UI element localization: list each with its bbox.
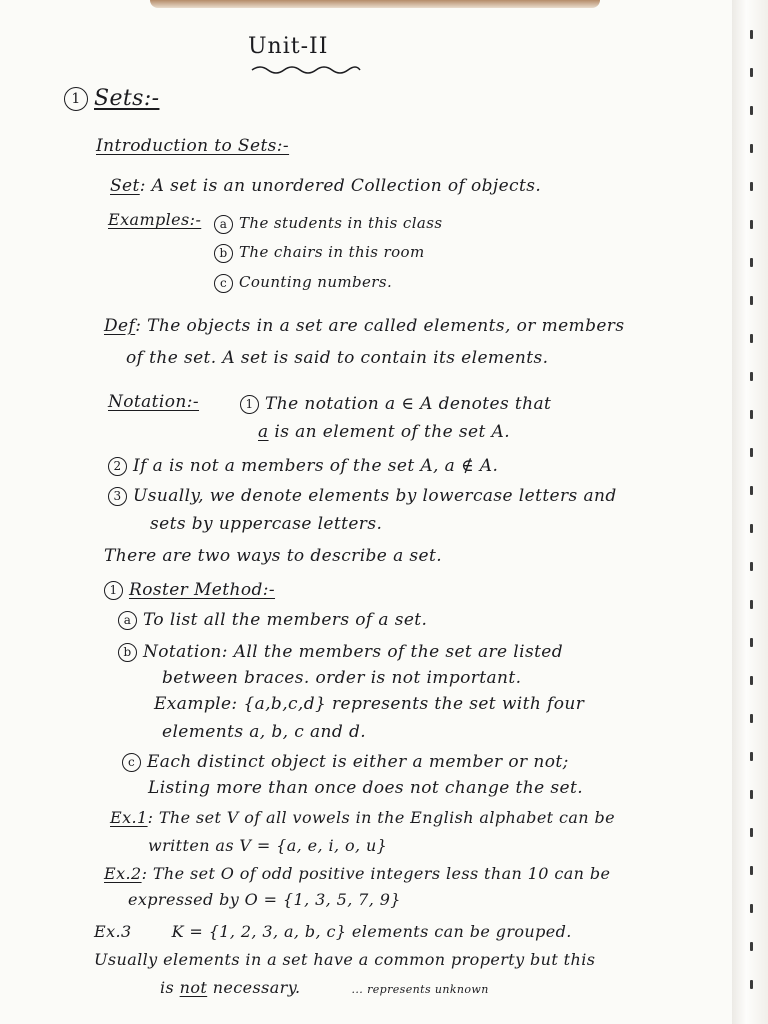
notation-item-1-line-1: [240, 394, 551, 414]
roster-item-b-line-3: [154, 694, 584, 714]
notation-1-text-1: The notation a ∈ A denotes that: [265, 394, 552, 414]
binding-mark: [750, 144, 753, 153]
title-squiggle: [250, 64, 362, 76]
notation-1-text-2: is an element of the set A.: [268, 422, 511, 442]
examples-label: [108, 210, 201, 229]
example-text-a: The students in this class: [239, 214, 443, 232]
binding-mark: [750, 790, 753, 799]
roster-heading: [104, 580, 275, 600]
example-text-b: The chairs in this room: [239, 243, 425, 261]
intro-heading: [96, 136, 289, 156]
two-ways-line: [104, 546, 442, 566]
binding-mark: [750, 296, 753, 305]
example-item-c: [214, 273, 392, 293]
notation-mark-2: 2: [108, 457, 127, 476]
binding-mark: [750, 942, 753, 951]
def-line-2: [126, 348, 548, 368]
ex3-line: [94, 922, 572, 941]
notation-label-text: Notation:-: [108, 392, 200, 412]
binding-mark: [750, 752, 753, 761]
roster-item-b-line-1: [118, 642, 563, 662]
ex3-label: Ex.3: [94, 922, 132, 941]
ex2-label: Ex.2: [104, 864, 142, 883]
roster-text-b-1: Notation: All the members of the set are listed: [143, 642, 564, 662]
roster-item-b-line-2: [162, 668, 521, 688]
ex2-line-1: [104, 864, 610, 883]
example-mark-b: b: [214, 244, 233, 263]
notation-3-text-2: sets by uppercase letters.: [150, 514, 383, 534]
ex2-line-2: [128, 890, 401, 909]
binding-mark: [750, 220, 753, 229]
closing-text-1: Usually elements in a set have a common property but this: [94, 950, 596, 969]
binding-mark: [750, 372, 753, 381]
ex1-text-1: : The set V of all vowels in the English alphabet can be: [147, 808, 616, 827]
roster-text-a: To list all the members of a set.: [143, 610, 428, 630]
set-label: Set: [110, 176, 140, 196]
ex3-text: K = {1, 2, 3, a, b, c} elements can be grouped.: [171, 922, 572, 941]
binding-mark: [750, 828, 753, 837]
def-text-2: of the set. A set is said to contain its elements.: [126, 348, 549, 368]
roster-item-c-line-2: [148, 778, 583, 798]
binding-mark: [750, 334, 753, 343]
roster-text-c-1: Each distinct object is either a member or not;: [147, 752, 569, 772]
binding-mark: [750, 106, 753, 115]
notation-item-3-line-2: [150, 514, 382, 534]
roster-mark-c: c: [122, 753, 141, 772]
closing-line-1: [94, 950, 595, 969]
ex2-text-2: expressed by O = {1, 3, 5, 7, 9}: [128, 890, 401, 909]
binding-mark: [750, 904, 753, 913]
page-top-shadow: [150, 0, 600, 8]
notation-mark-1: 1: [240, 395, 259, 414]
binding-mark: [750, 714, 753, 723]
def-line-1: [104, 316, 624, 336]
closing-post: necessary.: [207, 978, 301, 997]
example-item-a: [214, 214, 442, 234]
roster-item-c-line-1: [122, 752, 569, 772]
binding-mark: [750, 524, 753, 533]
ex2-text-1: : The set O of odd positive integers less than 10 can be: [141, 864, 611, 883]
section-label: Sets:-: [94, 86, 160, 111]
closing-line-2: [160, 978, 489, 997]
binding-mark: [750, 562, 753, 571]
set-definition: [110, 176, 541, 196]
binding-mark: [750, 638, 753, 647]
section-heading: [64, 86, 159, 111]
roster-text-b-2: between braces. order is not important.: [162, 668, 522, 688]
binding-mark: [750, 182, 753, 191]
ex1-line-2: [148, 836, 387, 855]
binding-mark: [750, 486, 753, 495]
def-text-1: : The objects in a set are called elements, or members: [135, 316, 625, 336]
ex1-line-1: [110, 808, 615, 827]
closing-pre: is: [160, 978, 180, 997]
section-number: 1: [64, 87, 88, 111]
set-text: : A set is an unordered Collection of objects.: [139, 176, 542, 196]
roster-text-b-4: elements a, b, c and d.: [162, 722, 367, 742]
notation-mark-3: 3: [108, 487, 127, 506]
roster-mark-b: b: [118, 643, 137, 662]
two-ways-text: There are two ways to describe a set.: [104, 546, 443, 566]
page-title-text: Unit-II: [248, 34, 329, 59]
notation-item-3-line-1: [108, 486, 617, 506]
closing-note: ... represents unknown: [351, 983, 489, 996]
example-item-b: [214, 243, 425, 263]
roster-text-b-3: Example: {a,b,c,d} represents the set with four: [154, 694, 585, 714]
roster-mark: 1: [104, 581, 123, 600]
binding-mark: [750, 410, 753, 419]
roster-text-c-2: Listing more than once does not change the set.: [148, 778, 584, 798]
binding-mark: [750, 676, 753, 685]
notation-3-text-1: Usually, we denote elements by lowercase letters and: [133, 486, 617, 506]
example-mark-a: a: [214, 215, 233, 234]
notation-item-1-line-2: [258, 422, 510, 442]
intro-heading-text: Introduction to Sets:-: [96, 136, 290, 156]
binding-mark: [750, 68, 753, 77]
closing-not: not: [179, 978, 208, 997]
binding-mark: [750, 600, 753, 609]
notation-item-2: [108, 456, 498, 476]
binding-mark: [750, 866, 753, 875]
binding-mark: [750, 448, 753, 457]
binding-mark: [750, 258, 753, 267]
notation-label: [108, 392, 199, 412]
roster-mark-a: a: [118, 611, 137, 630]
notation-2-text: If a is not a members of the set A, a ∉ A.: [133, 456, 499, 476]
example-text-c: Counting numbers.: [239, 273, 393, 291]
roster-item-b-line-4: [162, 722, 366, 742]
notation-1-var: a: [258, 422, 269, 442]
ex1-text-2: written as V = {a, e, i, o, u}: [148, 836, 388, 855]
roster-heading-text: Roster Method:-: [129, 580, 276, 600]
roster-item-a: [118, 610, 427, 630]
examples-label-text: Examples:-: [108, 210, 202, 229]
example-mark-c: c: [214, 274, 233, 293]
ex1-label: Ex.1: [110, 808, 148, 827]
binding-mark: [750, 980, 753, 989]
binding-mark: [750, 30, 753, 39]
page-title: [248, 34, 328, 59]
def-label: Def: [104, 316, 136, 336]
